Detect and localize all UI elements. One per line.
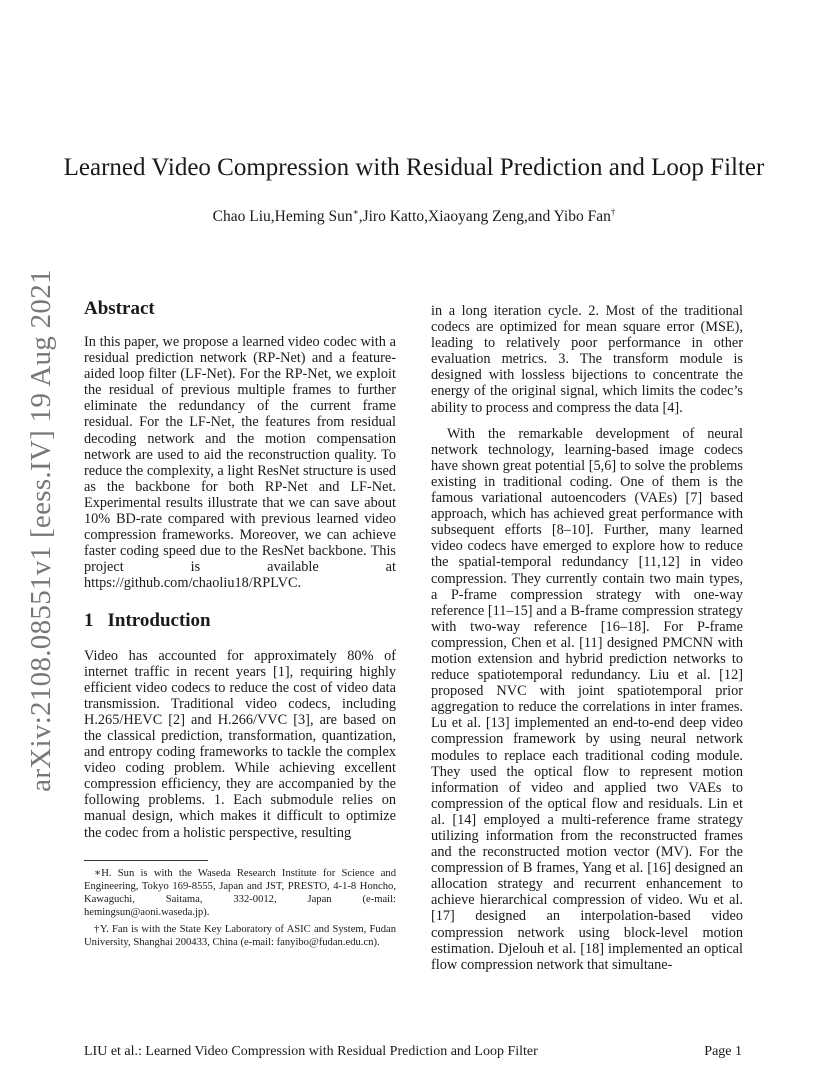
page-number: Page 1 bbox=[704, 1044, 742, 1059]
footnote-2: †Y. Fan is with the State Key Laboratory of ASIC and System, Fudan University, Shanghai 200433, China (e-mail: fanyibo@fudan.edu.cn). bbox=[84, 924, 396, 948]
running-title: LIU et al.: Learned Video Compression with Residual Prediction and Loop Filter bbox=[84, 1044, 538, 1059]
author-mark-1: ∗ bbox=[352, 207, 359, 217]
section-title: Introduction bbox=[107, 609, 211, 631]
footnote-1: ∗H. Sun is with the Waseda Research Institute for Science and Engineering, Tokyo 169-8555, Japan and JST, PRESTO, 4-1-8 Honcho, Kawaguchi, Saitama, 332-0012, Japan (e-mail: hemingsun@aoni.waseda.jp). bbox=[84, 868, 396, 918]
abstract-body: In this paper, we propose a learned video codec with a residual prediction network (RP-Net) and a feature-aided loop filter (LF-Net). For the RP-Net, we exploit the residual of previous multiple frames to further eliminate the redundancy of the current frame residual. For the LF-Net, the features from residual decoding network and the motion compensation network are used to aid the reconstruction quality. To reduce the complexity, a light ResNet structure is used as the backbone for both RP-Net and LF-Net. Experimental results illustrate that we can save about 10% BD-rate compared with previous learned video compression frameworks. Moreover, we can achieve faster coding speed due to the ResNet backbone. This project is available at https://github.com/chaoliu18/RPLVC. bbox=[84, 334, 396, 592]
arxiv-stamp bbox=[19, 268, 63, 792]
section-heading bbox=[84, 610, 396, 632]
author-mark-2: † bbox=[610, 207, 616, 217]
intro-paragraph-1-continued: in a long iteration cycle. 2. Most of the traditional codecs are optimized for mean square error (MSE), leading to relatively poor performance in other evaluation metrics. 3. The transform module is designed with lossless bijections to concentrate the energy of the original signal, which limits the codec’s ability to process and compress the data [4]. bbox=[431, 303, 743, 416]
footnotes bbox=[84, 860, 396, 953]
intro-paragraph-2: With the remarkable development of neural network technology, learning-based image codecs have shown great potential [5,6] to solve the problems existing in traditional coding. One of them is the famous variational autoencoders (VAEs) [7] based approach, which has achieved great performance with subsequent efforts [8–10]. Further, many learned video codecs have emerged to explore how to reduce the spatial-temporal redundancy [11,12] in video compression. They currently contain two main types, a P-frame compression strategy with one-way reference [11–15] and a B-frame compression strategy with two-way reference [16–18]. For P-frame compression, Chen et al. [11] designed PMCNN with motion extension and hybrid prediction networks to reduce spatiotemporal redundancy. Liu et al. [12] proposed NVC with joint spatiotemporal prior aggregation to reduce the correlations in inter frames. Lu et al. [13] implemented an end-to-end deep video compression framework by using neural network modules to replace each traditional coding module. They used the optical flow to represent motion information of video and applied two VAEs to compression of the optical flow and residuals. Lin et al. [14] employed a multi-reference frame strategy utilizing information from the reconstructed frames and the reconstructed motion vector (MV). For the compression of B frames, Yang et al. [16] designed an allocation strategy and recurrent enhancement to achieve hierarchical compression of video. Wu et al. [17] designed an interpolation-based video compression network using block-level motion estimation. Djelouh et al. [18] implemented an optical flow compression network that simultane- bbox=[431, 425, 743, 973]
right-column bbox=[431, 303, 743, 973]
intro-paragraph-1: Video has accounted for approximately 80% of internet traffic in recent years [1], requiring highly efficient video codecs to reduce the cost of video data transmission. Traditional video codecs, including H.265/HEVC [2] and H.266/VVC [3], are based on the classical prediction, transformation, quantization, and entropy coding frameworks to tackle the complex video coding problem. While achieving excellent compression efficiency, they are accompanied by the following problems. 1. Each submodule relies on manual design, which makes it difficult to optimize the codec from a holistic perspective, resulting bbox=[84, 647, 396, 841]
author-list bbox=[0, 207, 828, 226]
left-column bbox=[84, 298, 396, 841]
section-number: 1 bbox=[84, 609, 94, 631]
footnote-rule bbox=[84, 860, 208, 861]
arxiv-stamp-text: arXiv:2108.08551v1 [eess.IV] 19 Aug 2021 bbox=[24, 268, 57, 792]
authors-text-2: ,Jiro Katto,Xiaoyang Zeng,and Yibo Fan bbox=[358, 208, 611, 226]
page-footer bbox=[84, 1044, 742, 1060]
paper-title: Learned Video Compression with Residual Prediction and Loop Filter bbox=[63, 154, 765, 181]
authors-text: Chao Liu,Heming Sun bbox=[212, 208, 353, 226]
abstract-heading: Abstract bbox=[84, 298, 155, 319]
